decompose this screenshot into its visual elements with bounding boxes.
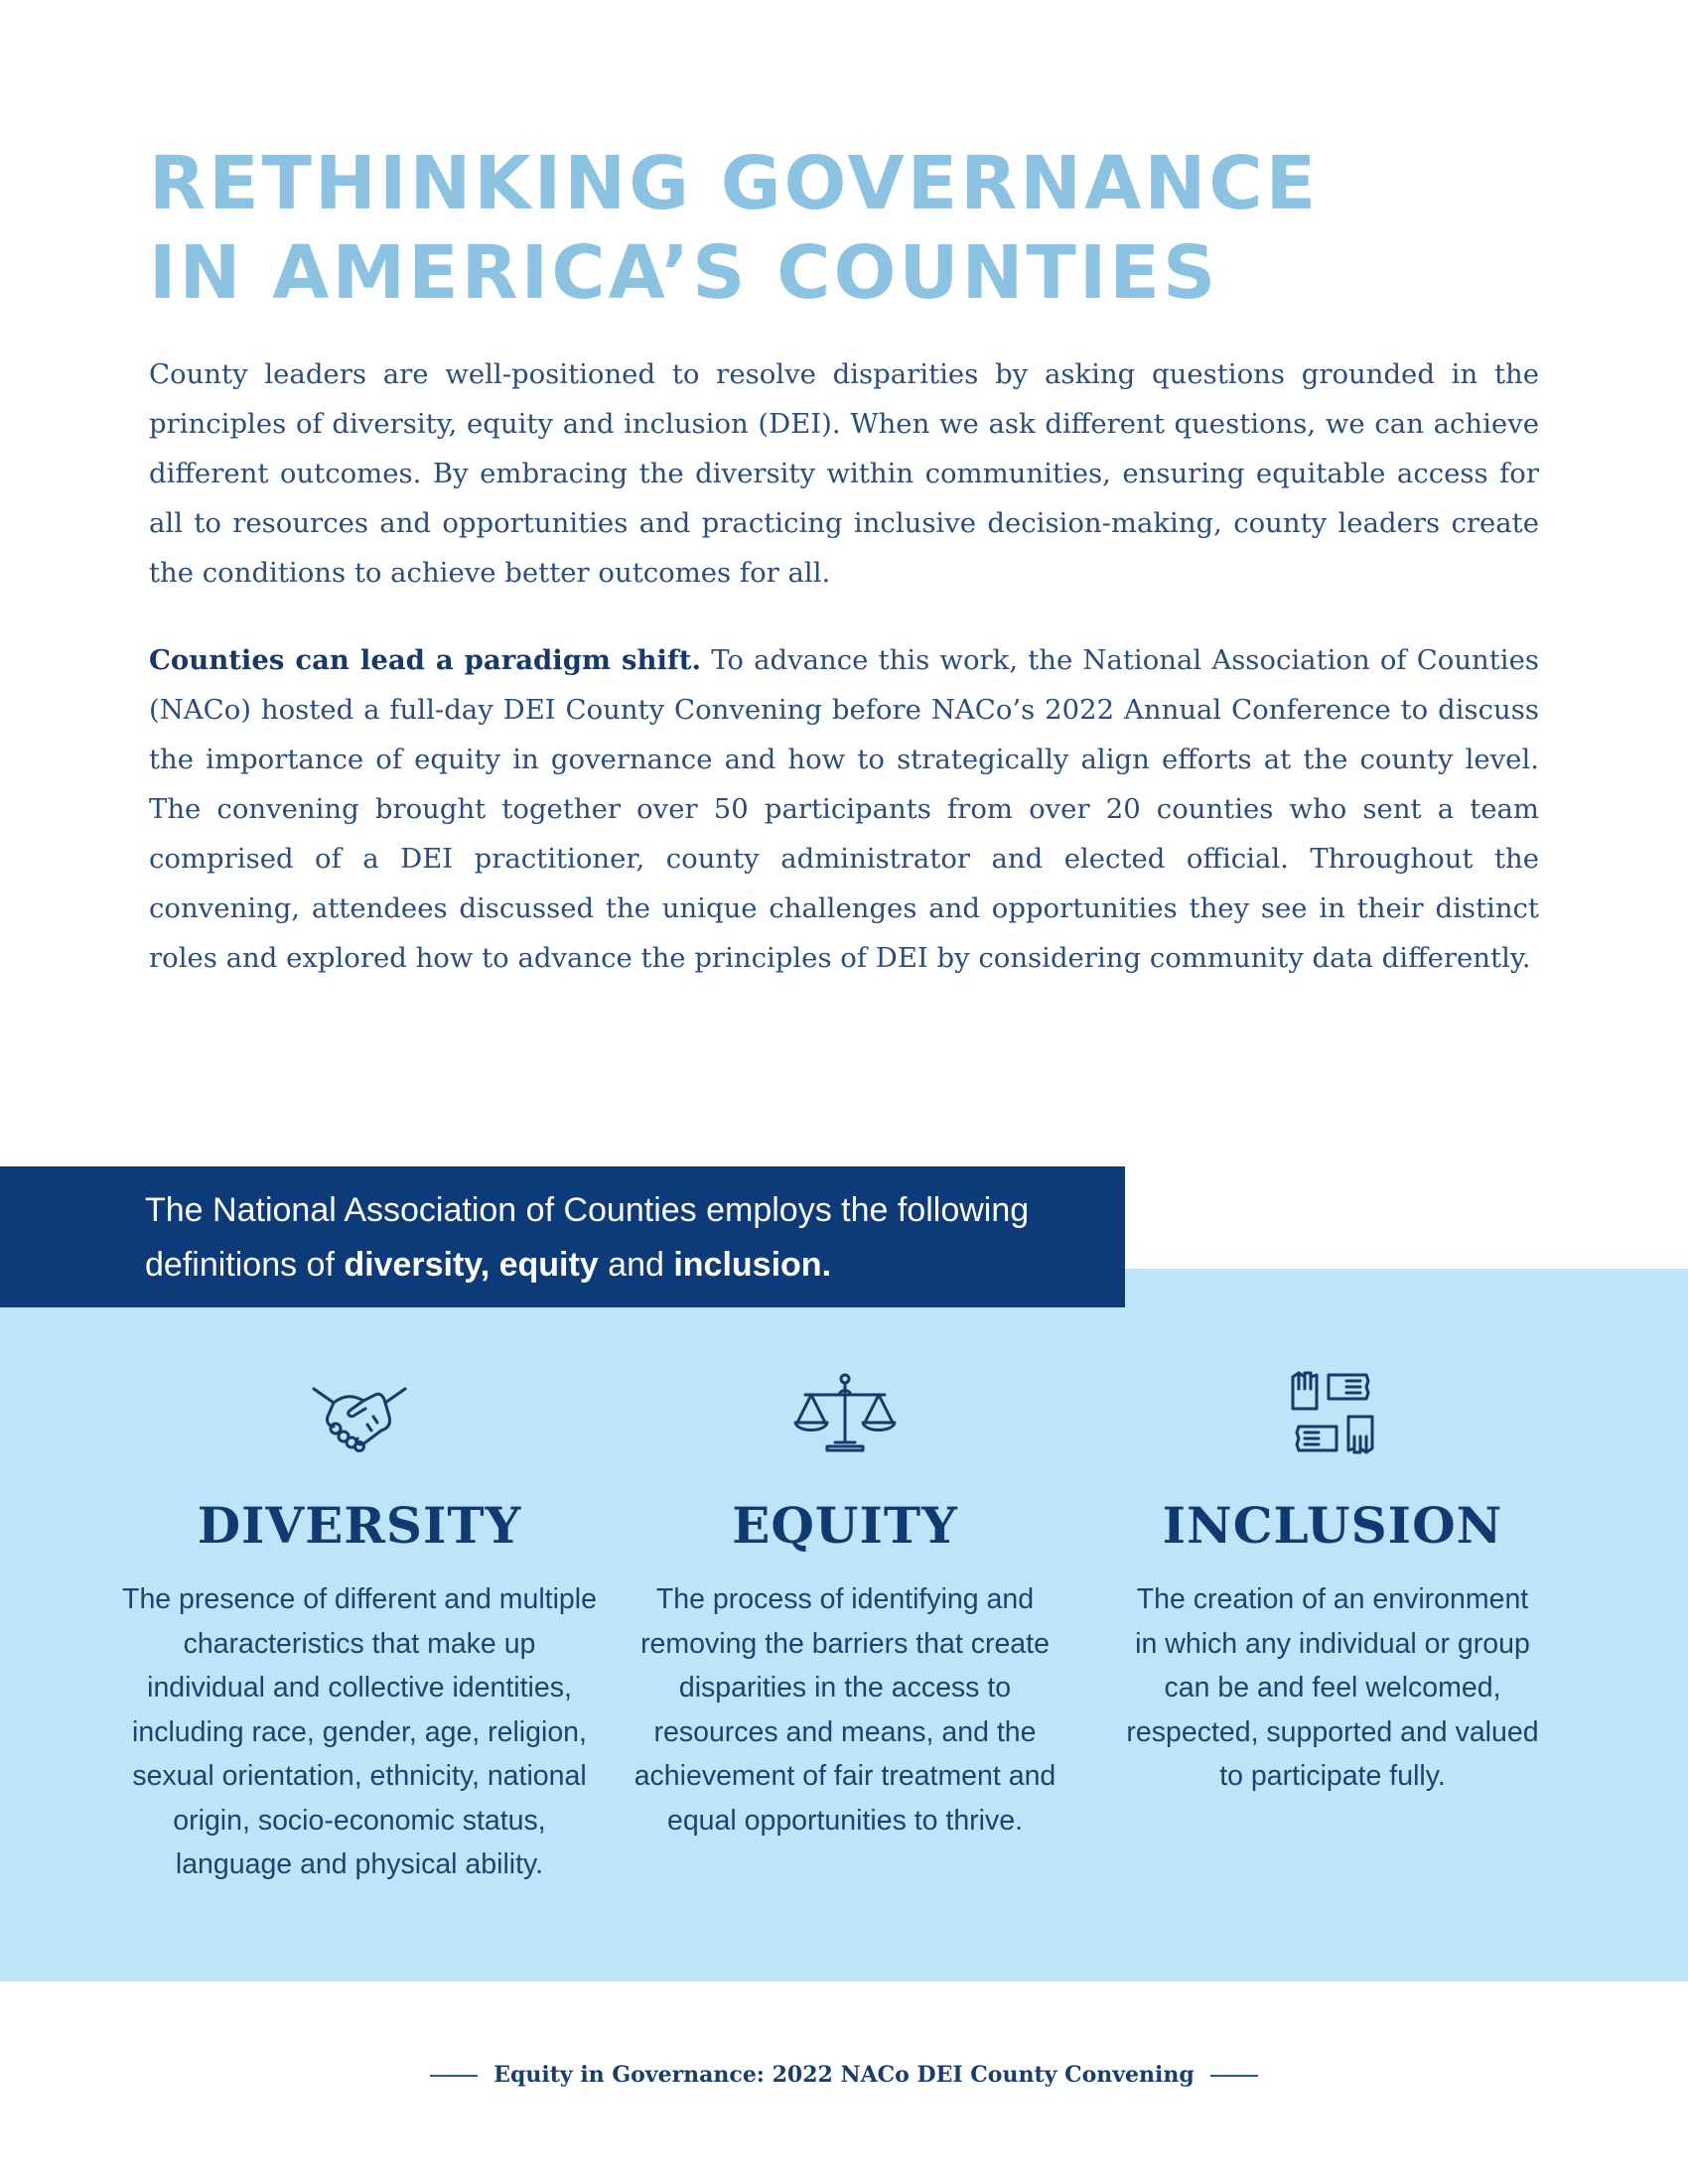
handshake-icon [304,1365,415,1460]
banner-line-1: The National Association of Counties employs the following [145,1191,1030,1229]
definition-equity [597,1365,1093,1843]
intro-paragraph-2 [149,635,1539,983]
banner-bold-inclusion: inclusion. [673,1246,832,1284]
page-title-line-1: RETHINKING GOVERNANCE [149,141,1320,226]
footer-rule-left [430,2075,478,2077]
page-footer [0,2057,1688,2093]
definition-heading: DIVERSITY [197,1496,522,1555]
definition-text: The presence of different and multiple characteristics that make up individual and collective identities, including race, gender, age, religion, sexual orientation, ethnicity, national origin, socio-economic status, language and physical ability. [122,1583,597,1880]
definition-text: The creation of an environment in which any individual or group can be and feel welcomed, respected, supported and valued to participate fully. [1126,1583,1539,1792]
banner-prefix: definitions of [145,1246,345,1284]
joined-hands-icon [1277,1365,1388,1460]
page-title [149,139,1440,318]
banner-line-2 [145,1238,1125,1293]
definition-heading: INCLUSION [1162,1496,1503,1555]
definition-diversity [111,1365,608,1887]
intro-paragraph-2-body: To advance this work, the National Association of Counties (NACo) hosted a full-day DEI County Convening before NACo’s 2022 Annual Conference to discuss the importance of equity in governance and how to strategically align efforts at the county level. The convening brought together over 50 participants from over 20 counties who sent a team comprised of a DEI practitioner, county administrator and elected official. Throughout the convening, attendees discussed the unique challenges and opportunities they see in their distinct roles and explored how to advance the principles of DEI by considering community data differently. [149,644,1539,974]
definition-text: The process of identifying and removing the barriers that create disparities in the access to resources and means, and the achievement of fair treatment and equal opportunities to thrive. [633,1583,1056,1837]
banner-bold-diversity-equity: diversity, equity [344,1246,599,1284]
intro-paragraph-1: County leaders are well-positioned to resolve disparities by asking questions grounded in the principles of diversity, equity and inclusion (DEI). When we ask different questions, we can achieve different outcomes. By embracing the diversity within communities, ensuring equitable access for all to resources and opportunities and practicing inclusive decision-making, county leaders create the conditions to achieve better outcomes for all. [149,358,1539,589]
page-title-line-2: IN AMERICA’S COUNTIES [149,230,1219,316]
intro-paragraph-2-lead: Counties can lead a paradigm shift. [149,644,702,676]
banner-and: and [598,1246,674,1284]
footer-text: Equity in Governance: 2022 NACo DEI County Convening [493,2062,1195,2088]
footer-rule-right [1210,2075,1258,2077]
definition-heading: EQUITY [732,1496,958,1555]
definition-inclusion [1084,1365,1581,1799]
scales-icon [789,1365,901,1460]
definitions-banner [0,1166,1125,1307]
